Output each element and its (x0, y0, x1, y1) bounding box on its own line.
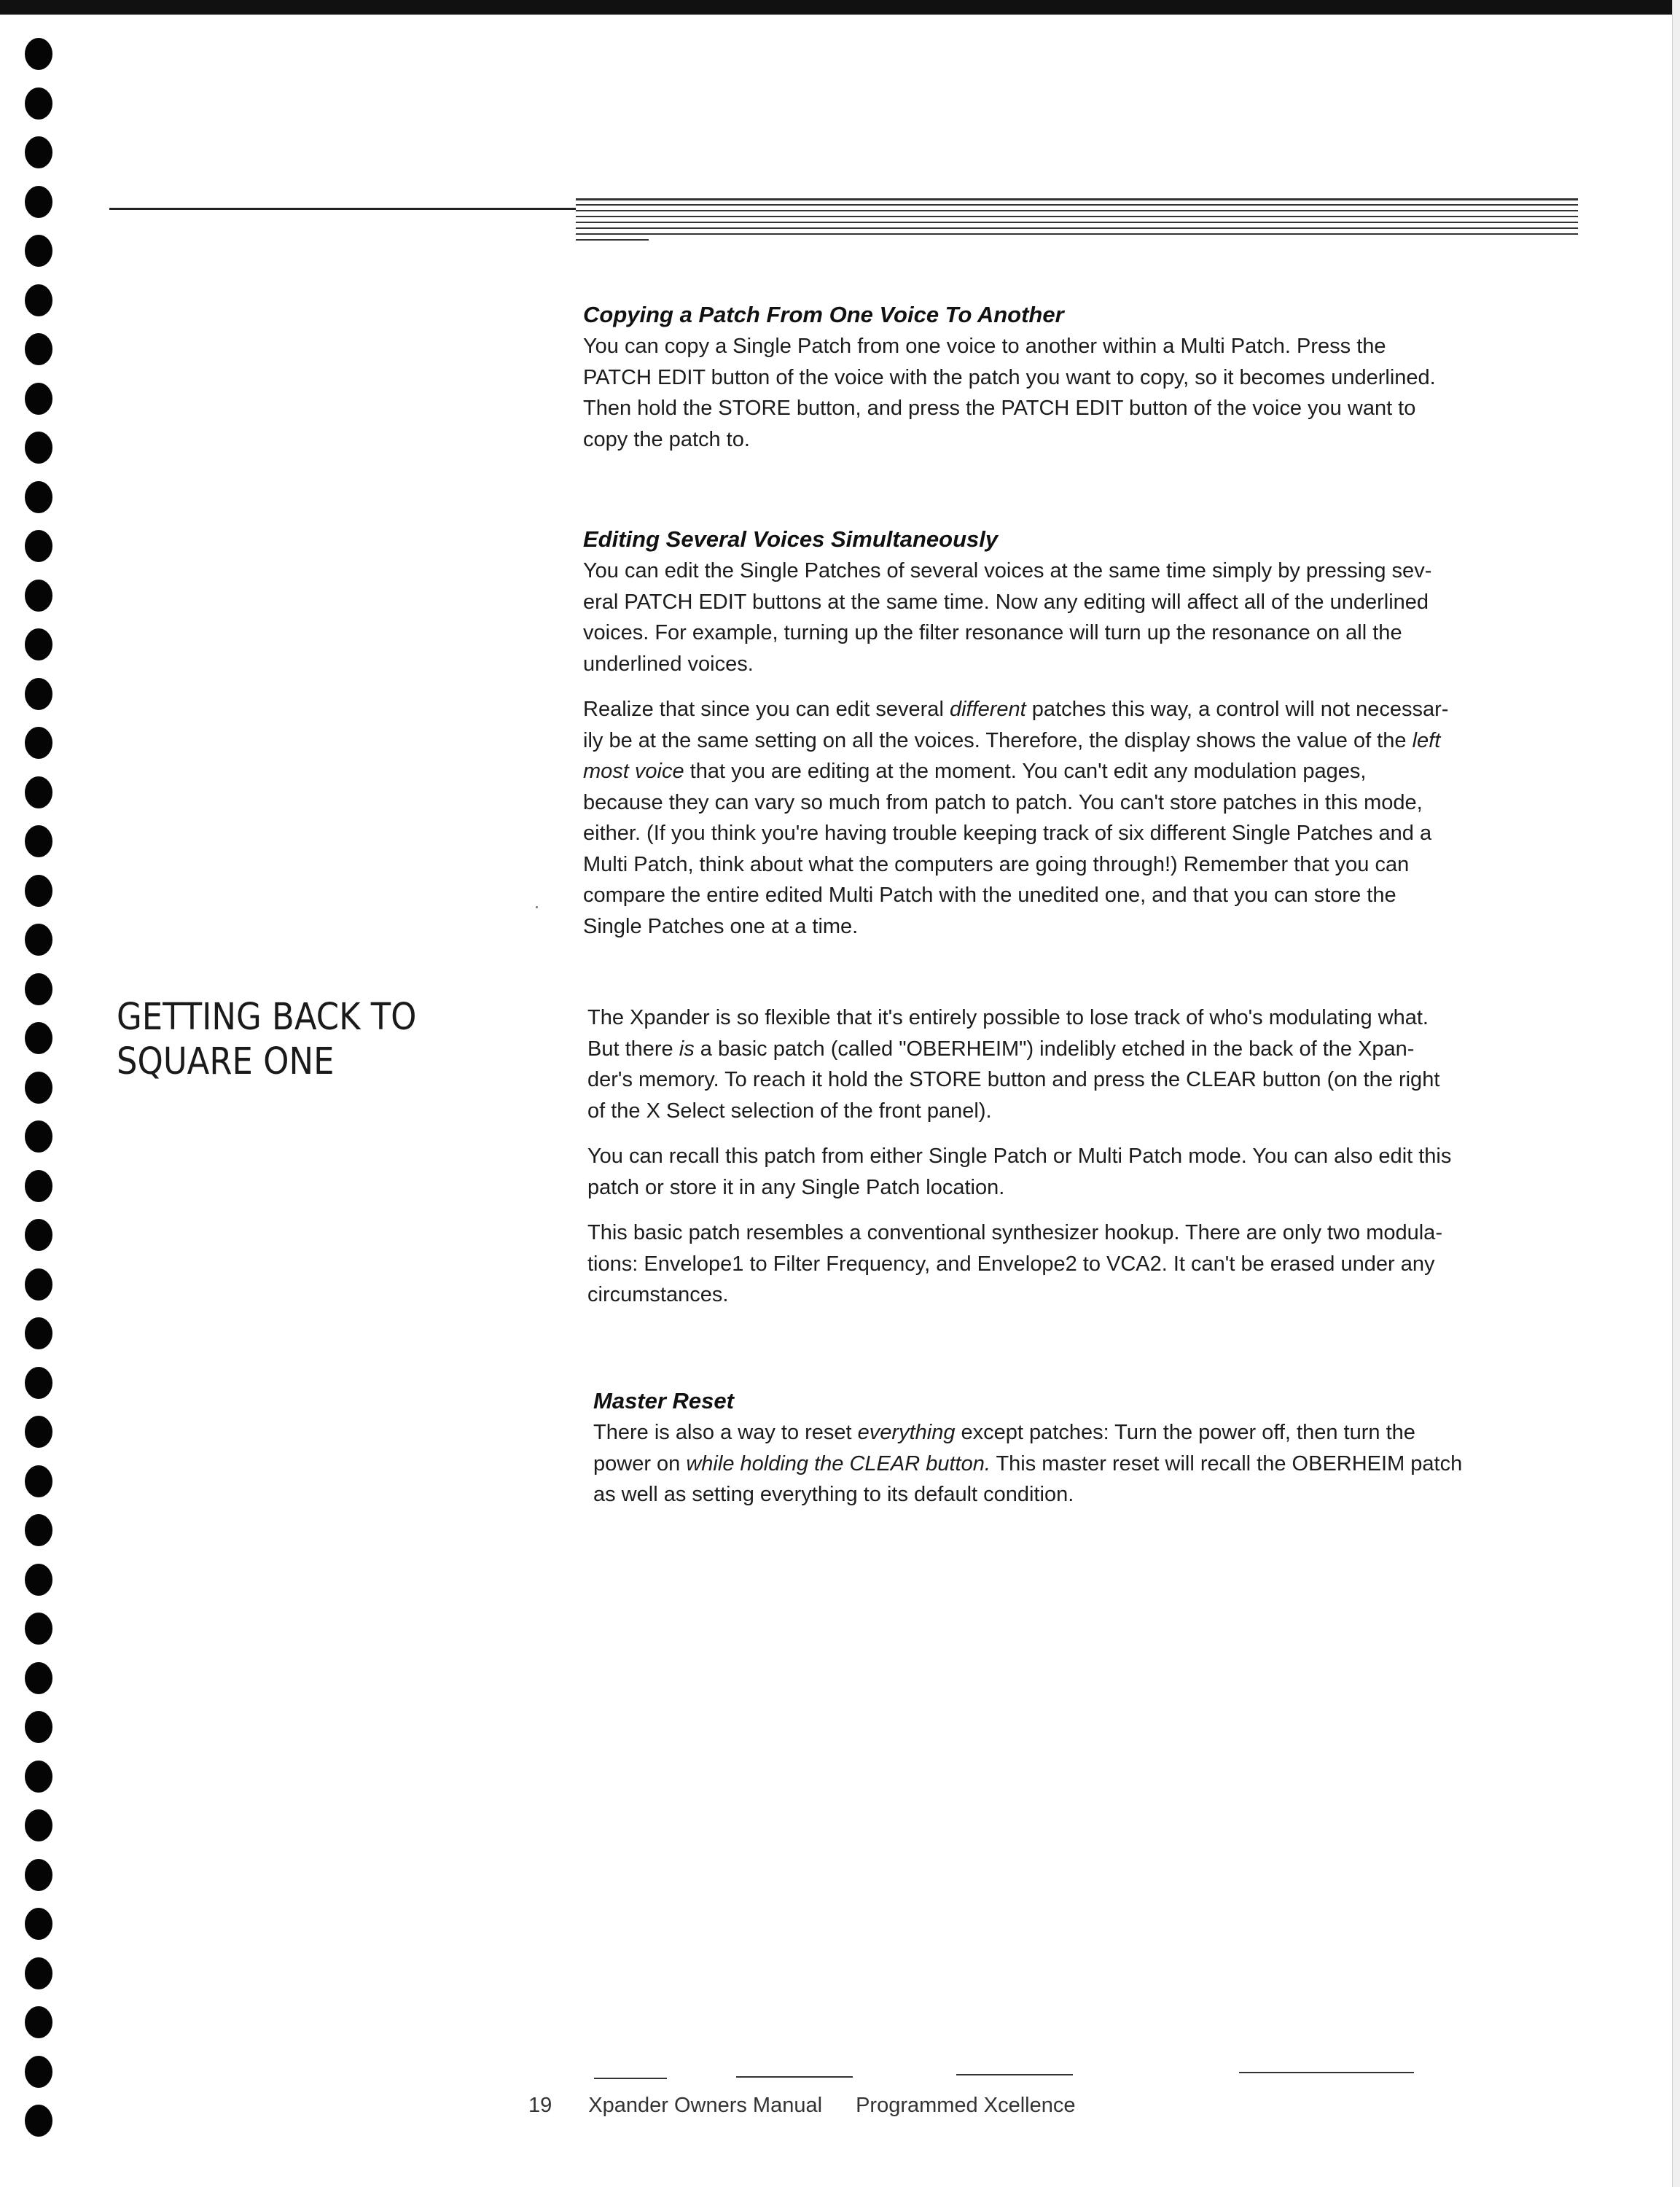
binding-hole (25, 235, 52, 267)
binding-hole (25, 1219, 52, 1251)
binding-hole (25, 973, 52, 1005)
scan-right-edge (1672, 0, 1680, 2187)
binding-hole (25, 678, 52, 710)
page-number: 19 (528, 2094, 552, 2117)
binding-hole (25, 1908, 52, 1940)
side-title: GETTING BACK TO SQUARE ONE (117, 996, 417, 1083)
binding-hole (25, 186, 52, 218)
binding-hole (25, 87, 52, 120)
binding-hole (25, 1859, 52, 1891)
binding-hole (25, 1268, 52, 1301)
binding-hole (25, 825, 52, 857)
binding-hole (25, 2006, 52, 2038)
section-paragraph: There is also a way to reset everything except patches: Turn the power off, then turn the power on while holding the CLEAR button. This master reset will recall the OBERHEIM patch as well as setting everything to its default condition. (593, 1421, 1463, 1506)
binding-hole (25, 530, 52, 562)
section-heading: Copying a Patch From One Voice To Another (583, 302, 1064, 327)
binding-hole (25, 1465, 52, 1497)
section-paragraph: The Xpander is so flexible that it's entirely possible to lose track of who's modulating what. But there is a basic patch (called "OBERHEIM") indelibly etched in the back of the Xpan- der's memory. To reach it hold the STORE button and press the CLEAR button (on the right of the X Select selection of the front panel). (587, 1006, 1440, 1123)
binding-hole (25, 38, 52, 70)
header-rule (109, 208, 576, 210)
binding-hole (25, 136, 52, 168)
scan-top-edge (0, 0, 1680, 15)
binding-holes (25, 38, 58, 2167)
binding-hole (25, 727, 52, 759)
section-editing-voices (583, 523, 1596, 956)
binding-hole (25, 1120, 52, 1153)
page-footer (528, 2094, 1075, 2118)
section-heading: Master Reset (593, 1388, 734, 1414)
binding-hole (25, 481, 52, 513)
binding-hole (25, 924, 52, 956)
binding-hole (25, 333, 52, 365)
binding-hole (25, 1072, 52, 1104)
binding-hole (25, 1514, 52, 1546)
manual-title: Xpander Owners Manual (588, 2094, 823, 2117)
binding-hole (25, 432, 52, 464)
binding-hole (25, 2056, 52, 2088)
binding-hole (25, 284, 52, 316)
binding-hole (25, 776, 52, 808)
section-paragraph: This basic patch resembles a conventional synthesizer hookup. There are only two modula- tions: Envelope1 to Filter Frequency, and Envelope2 to VCA2. It can't be erased under any circumstances. (587, 1221, 1442, 1306)
header-rule-block (576, 198, 1578, 239)
binding-hole (25, 1416, 52, 1448)
section-square-one (587, 1002, 1601, 1325)
binding-hole (25, 1367, 52, 1399)
binding-hole (25, 580, 52, 612)
section-master-reset (593, 1385, 1606, 1525)
binding-hole (25, 1761, 52, 1793)
binding-hole (25, 2105, 52, 2137)
binding-hole (25, 875, 52, 907)
chapter-title: Programmed Xcellence (856, 2094, 1076, 2117)
binding-hole (25, 1711, 52, 1743)
binding-hole (25, 383, 52, 415)
section-heading: Editing Several Voices Simultaneously (583, 526, 999, 552)
binding-hole (25, 1957, 52, 1989)
section-paragraph: Realize that since you can edit several different patches this way, a control will not necessar- ily be at the same setting on all the voices. Therefore, the display shows the value of the left most voice that you are editing at the moment. You can't edit any modulation pages, because they can vary so much from patch to patch. You can't store patches in this mode, either. (If you think you're having trouble keeping track of six different Single Patches and a Multi Patch, think about what the computers are going through!) Remember that you can compare the entire edited Multi Patch with the unedited one, and that you can store the Single Patches one at a time. (583, 698, 1449, 938)
section-paragraph: You can copy a Single Patch from one voice to another within a Multi Patch. Press the PATCH EDIT button of the voice with the patch you want to copy, so it becomes underlined. Then hold the STORE button, and press the PATCH EDIT button of the voice you want to copy the patch to. (583, 335, 1436, 451)
binding-hole (25, 1662, 52, 1694)
binding-hole (25, 1809, 52, 1841)
binding-hole (25, 1317, 52, 1349)
binding-hole (25, 1564, 52, 1596)
section-paragraph: You can recall this patch from either Single Patch or Multi Patch mode. You can also edit this patch or store it in any Single Patch location. (587, 1145, 1452, 1199)
binding-hole (25, 1022, 52, 1054)
binding-hole (25, 1170, 52, 1202)
binding-hole (25, 628, 52, 660)
section-paragraph: You can edit the Single Patches of several voices at the same time simply by pressing sev- eral PATCH EDIT buttons at the same time. Now any editing will affect all of the underlined voices. For example, turning up the filter resonance will turn up the resonance on all the underlined voices. (583, 559, 1432, 676)
scan-speck (536, 906, 538, 908)
section-copying-patch (583, 299, 1596, 469)
binding-hole (25, 1613, 52, 1645)
